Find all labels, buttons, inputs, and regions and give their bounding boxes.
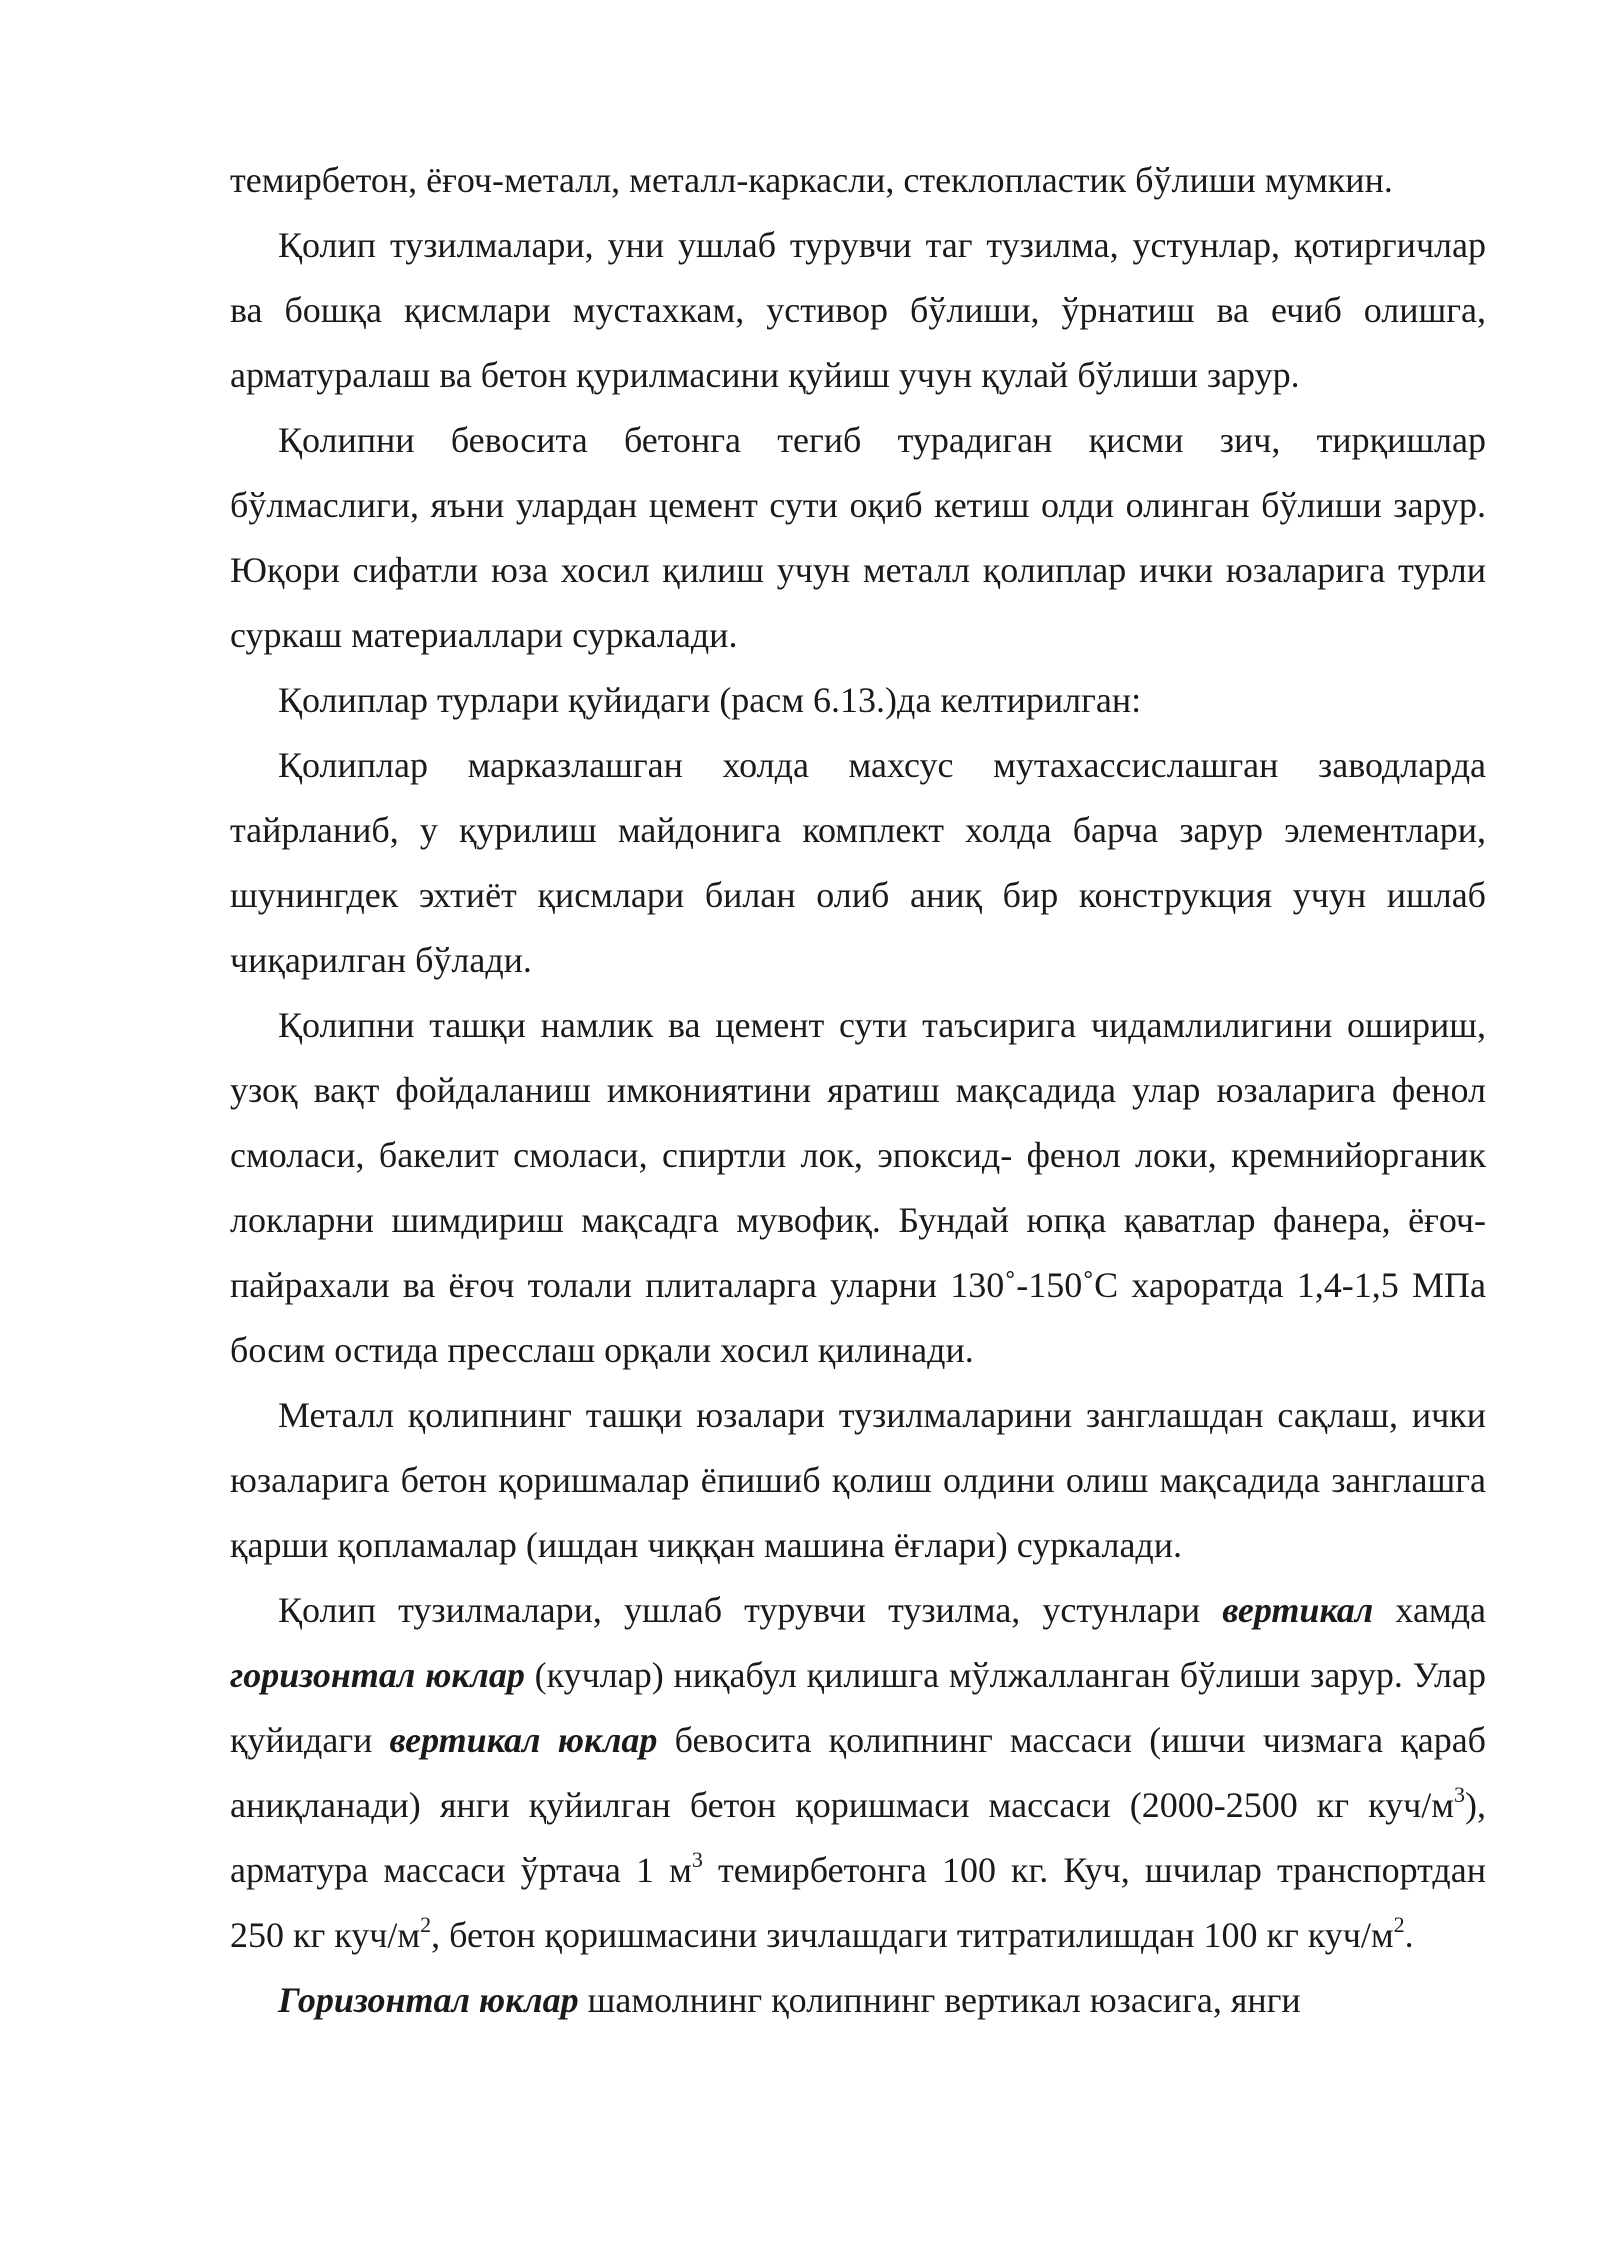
paragraph-horizontal-loads <box>230 1968 1486 2033</box>
text-run: Қолип тузилмалари, ушлаб турувчи тузилма, устунлари <box>278 1590 1223 1630</box>
superscript: 3 <box>691 1847 703 1872</box>
text-run: . <box>1404 1915 1414 1955</box>
document-page <box>230 148 1486 2033</box>
paragraph-vertical-loads <box>230 1578 1486 1968</box>
paragraph-formwork-types: Қолиплар турлари қуйидаги (расм 6.13.)да келтирилган: <box>278 680 1142 720</box>
text-run: (кучлар) ниқабул қилишга мўлжалланган бўлиши зарур. Улар қуйидаги <box>230 1655 1486 1760</box>
text-run: бевосита қолипнинг массаси (ишчи чизмага қараб аниқланади) янги қуйилган бетон қоришмаси массаси (2000-2500 кг куч/м <box>230 1720 1486 1825</box>
text-run: хамда <box>1373 1590 1486 1630</box>
paragraph-moisture-protection: Қолипни ташқи намлик ва цемент сути таъсирига чидамлилигини ошириш, узоқ вақт фойдаланиш имкониятини яратиш мақсадида улар юзаларига фенол смоласи, бакелит смоласи, спиртли лок, эпоксид- фенол локи, кремнийорганик локларни шимдириш мақсадга мувофиқ. Бундай юпқа қаватлар фанера, ёғоч-пайрахали ва ёғоч толали плиталарга уларни 130˚-150˚С хароратда 1,4-1,5 МПа босим остида пресслаш орқали хосил қилинади. <box>230 1005 1486 1370</box>
term-horizontal-loads: горизонтал юклар <box>230 1655 525 1695</box>
text-run: ), арматура массаси ўртача 1 м <box>230 1785 1486 1890</box>
term-horizontal-loads-heading: Горизонтал юклар <box>278 1980 579 2020</box>
superscript: 3 <box>1454 1782 1465 1807</box>
paragraph-formwork-structures: Қолип тузилмалари, уни ушлаб турувчи таг тузилма, устунлар, қотиргичлар ва бошқа қисмлари мустахкам, устивор бўлиши, ўрнатиш ва ечиб олишга, арматуралаш ва бетон қурилмасини қуйиш учун қулай бўлиши зарур. <box>230 225 1486 395</box>
superscript: 2 <box>1393 1912 1405 1937</box>
paragraph-corrosion-protection: Металл қолипнинг ташқи юзалари тузилмаларини занглашдан сақлаш, ички юзаларига бетон қоришмалар ёпишиб қолиш олдини олиш мақсадида занглашга қарши қопламалар (ишдан чиққан машина ёғлари) суркалади. <box>230 1395 1486 1565</box>
paragraph-factory-production: Қолиплар марказлашган холда махсус мутахассислашган заводларда тайрланиб, у қурилиш майдонига комплект холда барча зарур элементлари, шунингдек эхтиёт қисмлари билан олиб аниқ бир конструкция учун ишлаб чиқарилган бўлади. <box>230 745 1486 980</box>
text-run: темирбетонга 100 кг. Куч, шчилар транспортдан 250 кг куч/м <box>230 1850 1486 1955</box>
term-vertical-loads: вертикал юклар <box>389 1720 658 1760</box>
superscript: 2 <box>420 1912 432 1937</box>
term-vertical: вертикал <box>1222 1590 1374 1630</box>
text-run: шамолнинг қолипнинг вертикал юзасига, янги <box>578 1980 1301 2020</box>
text-run: , бетон қоришмасини зичлашдаги титратилишдан 100 кг куч/м <box>431 1915 1394 1955</box>
paragraph-continuation: темирбетон, ёғоч-металл, металл-каркасли, стеклопластик бўлиши мумкин. <box>230 160 1393 200</box>
paragraph-formwork-tightness: Қолипни бевосита бетонга тегиб турадиган қисми зич, тирқишлар бўлмаслиги, яъни улардан цемент сути оқиб кетиш олди олинган бўлиши зарур. Юқори сифатли юза хосил қилиш учун металл қолиплар ички юзаларига турли суркаш материаллари суркалади. <box>230 420 1486 655</box>
